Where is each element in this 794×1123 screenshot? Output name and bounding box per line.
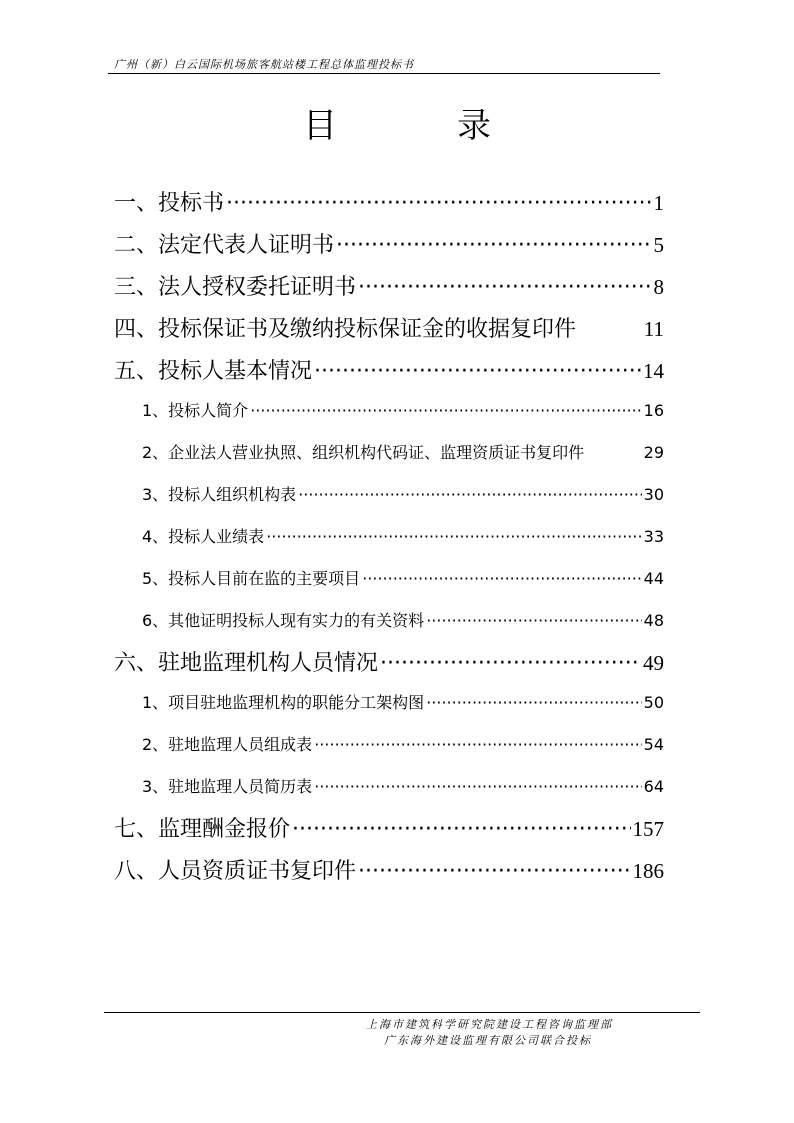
toc-leader-dots	[314, 777, 641, 796]
toc-entry-page-number: 16	[643, 401, 664, 420]
toc-entry-label: 四、投标保证书及缴纳投标保证金的收据复印件	[114, 317, 577, 342]
toc-entry-page-number: 29	[643, 443, 664, 462]
toc-leader-dots	[314, 359, 641, 384]
toc-entry-label: 1、投标人简介	[142, 401, 249, 420]
toc-entry[interactable]	[142, 398, 664, 421]
toc-entry-label: 2、驻地监理人员组成表	[142, 735, 313, 754]
title-char-left: 目	[303, 106, 337, 146]
toc-entry-page-number: 33	[643, 527, 664, 546]
toc-entry-label: 三、法人授权委托证明书	[114, 275, 357, 300]
toc-entry-page-number: 8	[653, 275, 664, 299]
toc-entry[interactable]	[142, 774, 664, 797]
toc-entry-label: 6、其他证明投标人现有实力的有关资料	[142, 611, 425, 630]
toc-entry-label: 六、驻地监理机构人员情况	[114, 651, 379, 676]
toc-entry[interactable]	[114, 270, 664, 301]
footer-line-1: 上海市建筑科学研究院建设工程咨询监理部	[366, 1018, 613, 1031]
toc-entry[interactable]	[142, 566, 664, 589]
toc-leader-dots	[336, 233, 651, 258]
toc-entry-label: 3、投标人组织机构表	[142, 485, 297, 504]
toc-entry-label: 二、法定代表人证明书	[114, 233, 335, 258]
toc-entry[interactable]	[142, 732, 664, 755]
toc-entry-label: 七、监理酬金报价	[114, 817, 291, 842]
title-char-right: 录	[457, 106, 491, 146]
toc-entry-page-number: 157	[632, 817, 664, 841]
toc-entry-page-number: 5	[653, 233, 664, 257]
toc-entry-label: 五、投标人基本情况	[114, 359, 313, 384]
toc-entry-label: 八、人员资质证书复印件	[114, 859, 357, 884]
toc-leader-dots	[426, 611, 641, 630]
toc-entry-label: 2、企业法人营业执照、组织机构代码证、监理资质证书复印件	[142, 443, 585, 462]
toc-leader-dots	[362, 569, 641, 588]
toc-entry[interactable]	[142, 608, 664, 631]
toc-entry-page-number: 1	[653, 191, 664, 215]
toc-entry[interactable]	[114, 186, 664, 217]
toc-leader-dots	[358, 859, 630, 884]
toc-entry[interactable]	[114, 312, 664, 343]
toc-entry[interactable]	[114, 646, 664, 677]
toc-leader-dots	[298, 485, 641, 504]
toc-entry[interactable]	[142, 690, 664, 713]
toc-leader-dots	[292, 817, 630, 842]
toc-entry[interactable]	[142, 524, 664, 547]
toc-leader-dots	[314, 735, 641, 754]
running-header: 广州（新）白云国际机场旅客航站楼工程总体监理投标书	[114, 58, 414, 71]
toc-entry-label: 5、投标人目前在监的主要项目	[142, 569, 361, 588]
toc-entry-page-number: 14	[643, 359, 664, 383]
toc-leader-dots	[266, 527, 641, 546]
footer-line-2: 广东海外建设监理有限公司联合投标	[384, 1034, 592, 1047]
toc-entry-page-number: 11	[643, 317, 664, 341]
toc-entry-page-number: 186	[632, 859, 664, 883]
toc-entry[interactable]	[114, 812, 664, 843]
toc-leader-dots	[358, 275, 651, 300]
toc-entry[interactable]	[142, 482, 664, 505]
toc-entry[interactable]	[114, 354, 664, 385]
toc-entry-page-number: 64	[643, 777, 664, 796]
footer-rule	[104, 1012, 700, 1013]
toc-entry-page-number: 48	[643, 611, 664, 630]
toc-entry-label: 一、投标书	[114, 191, 225, 216]
toc-entry-page-number: 49	[643, 651, 664, 675]
toc-entry-label: 1、项目驻地监理机构的职能分工架构图	[142, 693, 425, 712]
toc-entry[interactable]	[114, 228, 664, 259]
toc-entry-label: 3、驻地监理人员简历表	[142, 777, 313, 796]
toc-leader-dots	[380, 651, 641, 676]
toc-leader-dots	[250, 401, 641, 420]
toc-entry[interactable]	[142, 440, 664, 463]
toc-entry-page-number: 54	[643, 735, 664, 754]
toc-entry-page-number: 30	[643, 485, 664, 504]
toc-entry-page-number: 44	[643, 569, 664, 588]
toc-entry-page-number: 50	[643, 693, 664, 712]
toc-leader-dots	[426, 693, 641, 712]
toc-leader-dots	[226, 191, 651, 216]
page-title	[0, 98, 794, 147]
toc-entry-label: 4、投标人业绩表	[142, 527, 265, 546]
header-rule	[108, 73, 660, 74]
toc-entry[interactable]	[114, 854, 664, 885]
